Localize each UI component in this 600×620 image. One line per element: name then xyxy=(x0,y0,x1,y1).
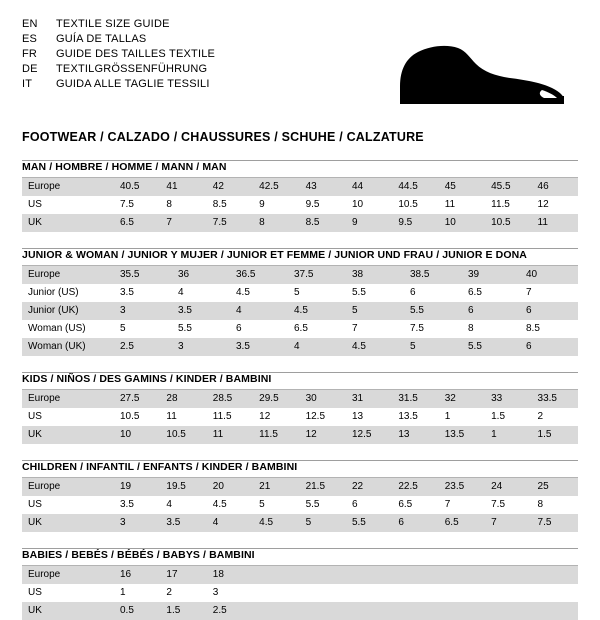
cell: 8 xyxy=(160,196,206,214)
language-title: GUIDA ALLE TAGLIE TESSILI xyxy=(56,78,210,90)
cell-empty xyxy=(439,566,485,585)
row-label: US xyxy=(22,408,114,426)
cell: 6 xyxy=(346,496,392,514)
cell: 11.5 xyxy=(253,426,299,444)
cell: 20 xyxy=(207,478,253,497)
cell: 3 xyxy=(114,302,172,320)
cell: 8 xyxy=(253,214,299,232)
table-row xyxy=(22,178,578,197)
cell: 37.5 xyxy=(288,266,346,285)
size-table-children xyxy=(22,477,578,532)
cell-empty xyxy=(253,584,299,602)
cell: 2.5 xyxy=(114,338,172,356)
cell: 7 xyxy=(485,514,531,532)
cell: 7.5 xyxy=(532,514,578,532)
cell: 10.5 xyxy=(392,196,438,214)
cell: 12 xyxy=(300,426,346,444)
cell: 9.5 xyxy=(300,196,346,214)
cell: 6 xyxy=(230,320,288,338)
cell: 4 xyxy=(288,338,346,356)
size-group-children xyxy=(22,460,578,532)
cell: 4.5 xyxy=(230,284,288,302)
cell: 32 xyxy=(439,390,485,409)
cell: 28.5 xyxy=(207,390,253,409)
cell: 12.5 xyxy=(300,408,346,426)
cell-empty xyxy=(392,602,438,620)
size-group-kids xyxy=(22,372,578,444)
cell: 7.5 xyxy=(485,496,531,514)
cell: 4 xyxy=(207,514,253,532)
cell: 9 xyxy=(253,196,299,214)
cell: 2 xyxy=(532,408,578,426)
cell: 10 xyxy=(114,426,160,444)
language-code: IT xyxy=(22,78,33,90)
cell: 22 xyxy=(346,478,392,497)
row-label: Europe xyxy=(22,178,114,197)
cell: 5.5 xyxy=(172,320,230,338)
row-label: UK xyxy=(22,214,114,232)
page-title: FOOTWEAR / CALZADO / CHAUSSURES / SCHUHE / CALZATURE xyxy=(22,130,424,144)
cell: 12 xyxy=(253,408,299,426)
table-row xyxy=(22,426,578,444)
cell: 6 xyxy=(404,284,462,302)
row-label: UK xyxy=(22,426,114,444)
cell-empty xyxy=(346,566,392,585)
table-row xyxy=(22,478,578,497)
cell: 2 xyxy=(160,584,206,602)
table-row xyxy=(22,390,578,409)
cell: 7 xyxy=(346,320,404,338)
cell: 9 xyxy=(346,214,392,232)
cell: 4.5 xyxy=(346,338,404,356)
cell: 3.5 xyxy=(172,302,230,320)
cell: 28 xyxy=(160,390,206,409)
cell-empty xyxy=(253,566,299,585)
row-label: Woman (UK) xyxy=(22,338,114,356)
cell: 4.5 xyxy=(288,302,346,320)
table-row xyxy=(22,214,578,232)
cell: 3 xyxy=(114,514,160,532)
cell: 6.5 xyxy=(392,496,438,514)
row-label: Woman (US) xyxy=(22,320,114,338)
cell: 31.5 xyxy=(392,390,438,409)
cell-empty xyxy=(485,584,531,602)
size-group-man xyxy=(22,160,578,232)
cell: 5.5 xyxy=(346,284,404,302)
cell: 41 xyxy=(160,178,206,197)
cell: 27.5 xyxy=(114,390,160,409)
cell: 11.5 xyxy=(485,196,531,214)
row-label: Europe xyxy=(22,566,114,585)
cell: 21 xyxy=(253,478,299,497)
cell: 29.5 xyxy=(253,390,299,409)
cell: 40 xyxy=(520,266,578,285)
cell: 5 xyxy=(300,514,346,532)
cell: 7.5 xyxy=(404,320,462,338)
cell: 10.5 xyxy=(485,214,531,232)
cell: 3.5 xyxy=(230,338,288,356)
cell: 9.5 xyxy=(392,214,438,232)
cell: 13 xyxy=(346,408,392,426)
cell: 16 xyxy=(114,566,160,585)
cell: 36 xyxy=(172,266,230,285)
cell: 6.5 xyxy=(288,320,346,338)
cell: 4.5 xyxy=(207,496,253,514)
cell: 6 xyxy=(520,302,578,320)
cell: 6.5 xyxy=(462,284,520,302)
language-title-list xyxy=(22,18,215,91)
cell: 1.5 xyxy=(160,602,206,620)
cell-empty xyxy=(300,602,346,620)
cell: 45 xyxy=(439,178,485,197)
language-row-it xyxy=(22,78,215,91)
cell: 4 xyxy=(230,302,288,320)
cell: 7.5 xyxy=(114,196,160,214)
group-title: CHILDREN / INFANTIL / ENFANTS / KINDER / BAMBINI xyxy=(22,461,298,473)
cell: 6.5 xyxy=(114,214,160,232)
cell: 11.5 xyxy=(207,408,253,426)
row-label: Junior (UK) xyxy=(22,302,114,320)
cell: 8.5 xyxy=(207,196,253,214)
cell: 11 xyxy=(532,214,578,232)
cell: 4 xyxy=(160,496,206,514)
row-label: UK xyxy=(22,602,114,620)
group-title: KIDS / NIÑOS / DES GAMINS / KINDER / BAMBINI xyxy=(22,373,272,385)
cell-empty xyxy=(300,566,346,585)
cell: 2.5 xyxy=(207,602,253,620)
cell: 8.5 xyxy=(300,214,346,232)
language-title: TEXTILE SIZE GUIDE xyxy=(56,18,170,30)
cell-empty xyxy=(392,584,438,602)
cell-empty xyxy=(300,584,346,602)
cell: 5 xyxy=(288,284,346,302)
cell: 11 xyxy=(439,196,485,214)
cell: 19 xyxy=(114,478,160,497)
language-row-de xyxy=(22,63,215,76)
cell: 45.5 xyxy=(485,178,531,197)
cell-empty xyxy=(253,602,299,620)
cell-empty xyxy=(532,602,578,620)
cell: 1.5 xyxy=(532,426,578,444)
language-row-es xyxy=(22,33,215,46)
cell: 3.5 xyxy=(114,496,160,514)
cell: 17 xyxy=(160,566,206,585)
cell: 46 xyxy=(532,178,578,197)
cell: 8 xyxy=(462,320,520,338)
cell: 38 xyxy=(346,266,404,285)
cell: 5 xyxy=(253,496,299,514)
group-title: MAN / HOMBRE / HOMME / MANN / MAN xyxy=(22,161,227,173)
cell: 30 xyxy=(300,390,346,409)
cell: 5.5 xyxy=(346,514,392,532)
row-label: Europe xyxy=(22,478,114,497)
cell-empty xyxy=(346,584,392,602)
row-label: US xyxy=(22,584,114,602)
cell: 19.5 xyxy=(160,478,206,497)
row-label: UK xyxy=(22,514,114,532)
cell: 0.5 xyxy=(114,602,160,620)
cell: 7 xyxy=(439,496,485,514)
cell: 1 xyxy=(439,408,485,426)
cell: 6 xyxy=(392,514,438,532)
cell-empty xyxy=(346,602,392,620)
cell: 5.5 xyxy=(300,496,346,514)
cell: 18 xyxy=(207,566,253,585)
table-row xyxy=(22,514,578,532)
cell: 13.5 xyxy=(439,426,485,444)
cell: 44.5 xyxy=(392,178,438,197)
cell: 24 xyxy=(485,478,531,497)
cell: 42.5 xyxy=(253,178,299,197)
size-table-man xyxy=(22,177,578,232)
table-row xyxy=(22,320,578,338)
group-title: BABIES / BEBÉS / BÉBÉS / BABYS / BAMBINI xyxy=(22,549,255,561)
language-row-fr xyxy=(22,48,215,61)
table-row xyxy=(22,584,578,602)
cell: 40.5 xyxy=(114,178,160,197)
cell-empty xyxy=(485,566,531,585)
cell: 5.5 xyxy=(462,338,520,356)
cell: 25 xyxy=(532,478,578,497)
cell: 1 xyxy=(485,426,531,444)
cell: 7 xyxy=(160,214,206,232)
row-label: Europe xyxy=(22,390,114,409)
cell: 3.5 xyxy=(160,514,206,532)
cell: 35.5 xyxy=(114,266,172,285)
cell: 12 xyxy=(532,196,578,214)
cell: 39 xyxy=(462,266,520,285)
table-row xyxy=(22,338,578,356)
cell: 13.5 xyxy=(392,408,438,426)
row-label: US xyxy=(22,196,114,214)
cell: 7.5 xyxy=(207,214,253,232)
cell: 6 xyxy=(520,338,578,356)
cell: 31 xyxy=(346,390,392,409)
language-code: DE xyxy=(22,63,38,75)
table-row xyxy=(22,566,578,585)
cell: 43 xyxy=(300,178,346,197)
cell: 33.5 xyxy=(532,390,578,409)
cell: 6.5 xyxy=(439,514,485,532)
language-title: TEXTILGRÖSSENFÜHRUNG xyxy=(56,63,208,75)
cell: 3 xyxy=(207,584,253,602)
cell: 10 xyxy=(439,214,485,232)
cell: 10.5 xyxy=(114,408,160,426)
cell: 42 xyxy=(207,178,253,197)
table-row xyxy=(22,408,578,426)
cell: 13 xyxy=(392,426,438,444)
cell: 36.5 xyxy=(230,266,288,285)
size-table-babies xyxy=(22,565,578,620)
cell: 11 xyxy=(160,408,206,426)
cell: 38.5 xyxy=(404,266,462,285)
cell-empty xyxy=(392,566,438,585)
table-row xyxy=(22,266,578,285)
cell: 10 xyxy=(346,196,392,214)
cell-empty xyxy=(532,584,578,602)
cell: 8.5 xyxy=(520,320,578,338)
language-title: GUÍA DE TALLAS xyxy=(56,33,147,45)
cell: 11 xyxy=(207,426,253,444)
cell-empty xyxy=(439,584,485,602)
table-row xyxy=(22,302,578,320)
table-row xyxy=(22,496,578,514)
cell: 3 xyxy=(172,338,230,356)
cell: 22.5 xyxy=(392,478,438,497)
cell: 23.5 xyxy=(439,478,485,497)
cell: 5 xyxy=(346,302,404,320)
table-row xyxy=(22,602,578,620)
language-title: GUIDE DES TAILLES TEXTILE xyxy=(56,48,216,60)
cell: 5.5 xyxy=(404,302,462,320)
cell: 8 xyxy=(532,496,578,514)
cell: 5 xyxy=(114,320,172,338)
cell: 12.5 xyxy=(346,426,392,444)
size-group-junior-woman xyxy=(22,248,578,356)
cell: 7 xyxy=(520,284,578,302)
cell: 10.5 xyxy=(160,426,206,444)
table-row xyxy=(22,284,578,302)
cell: 6 xyxy=(462,302,520,320)
cell: 1 xyxy=(114,584,160,602)
size-table-kids xyxy=(22,389,578,444)
cell-empty xyxy=(485,602,531,620)
cell: 21.5 xyxy=(300,478,346,497)
row-label: Junior (US) xyxy=(22,284,114,302)
size-group-babies xyxy=(22,548,578,620)
document-header xyxy=(22,18,578,112)
group-title: JUNIOR & WOMAN / JUNIOR Y MUJER / JUNIOR ET FEMME / JUNIOR UND FRAU / JUNIOR E DONA xyxy=(22,249,527,261)
row-label: Europe xyxy=(22,266,114,285)
dress-shoe-icon xyxy=(392,34,572,112)
cell: 44 xyxy=(346,178,392,197)
language-row-en xyxy=(22,18,215,31)
row-label: US xyxy=(22,496,114,514)
size-table-junior-woman xyxy=(22,265,578,356)
cell: 33 xyxy=(485,390,531,409)
cell-empty xyxy=(532,566,578,585)
cell: 4 xyxy=(172,284,230,302)
language-code: FR xyxy=(22,48,38,60)
cell: 5 xyxy=(404,338,462,356)
cell: 3.5 xyxy=(114,284,172,302)
cell: 4.5 xyxy=(253,514,299,532)
cell-empty xyxy=(439,602,485,620)
cell: 1.5 xyxy=(485,408,531,426)
table-row xyxy=(22,196,578,214)
language-code: EN xyxy=(22,18,38,30)
language-code: ES xyxy=(22,33,38,45)
